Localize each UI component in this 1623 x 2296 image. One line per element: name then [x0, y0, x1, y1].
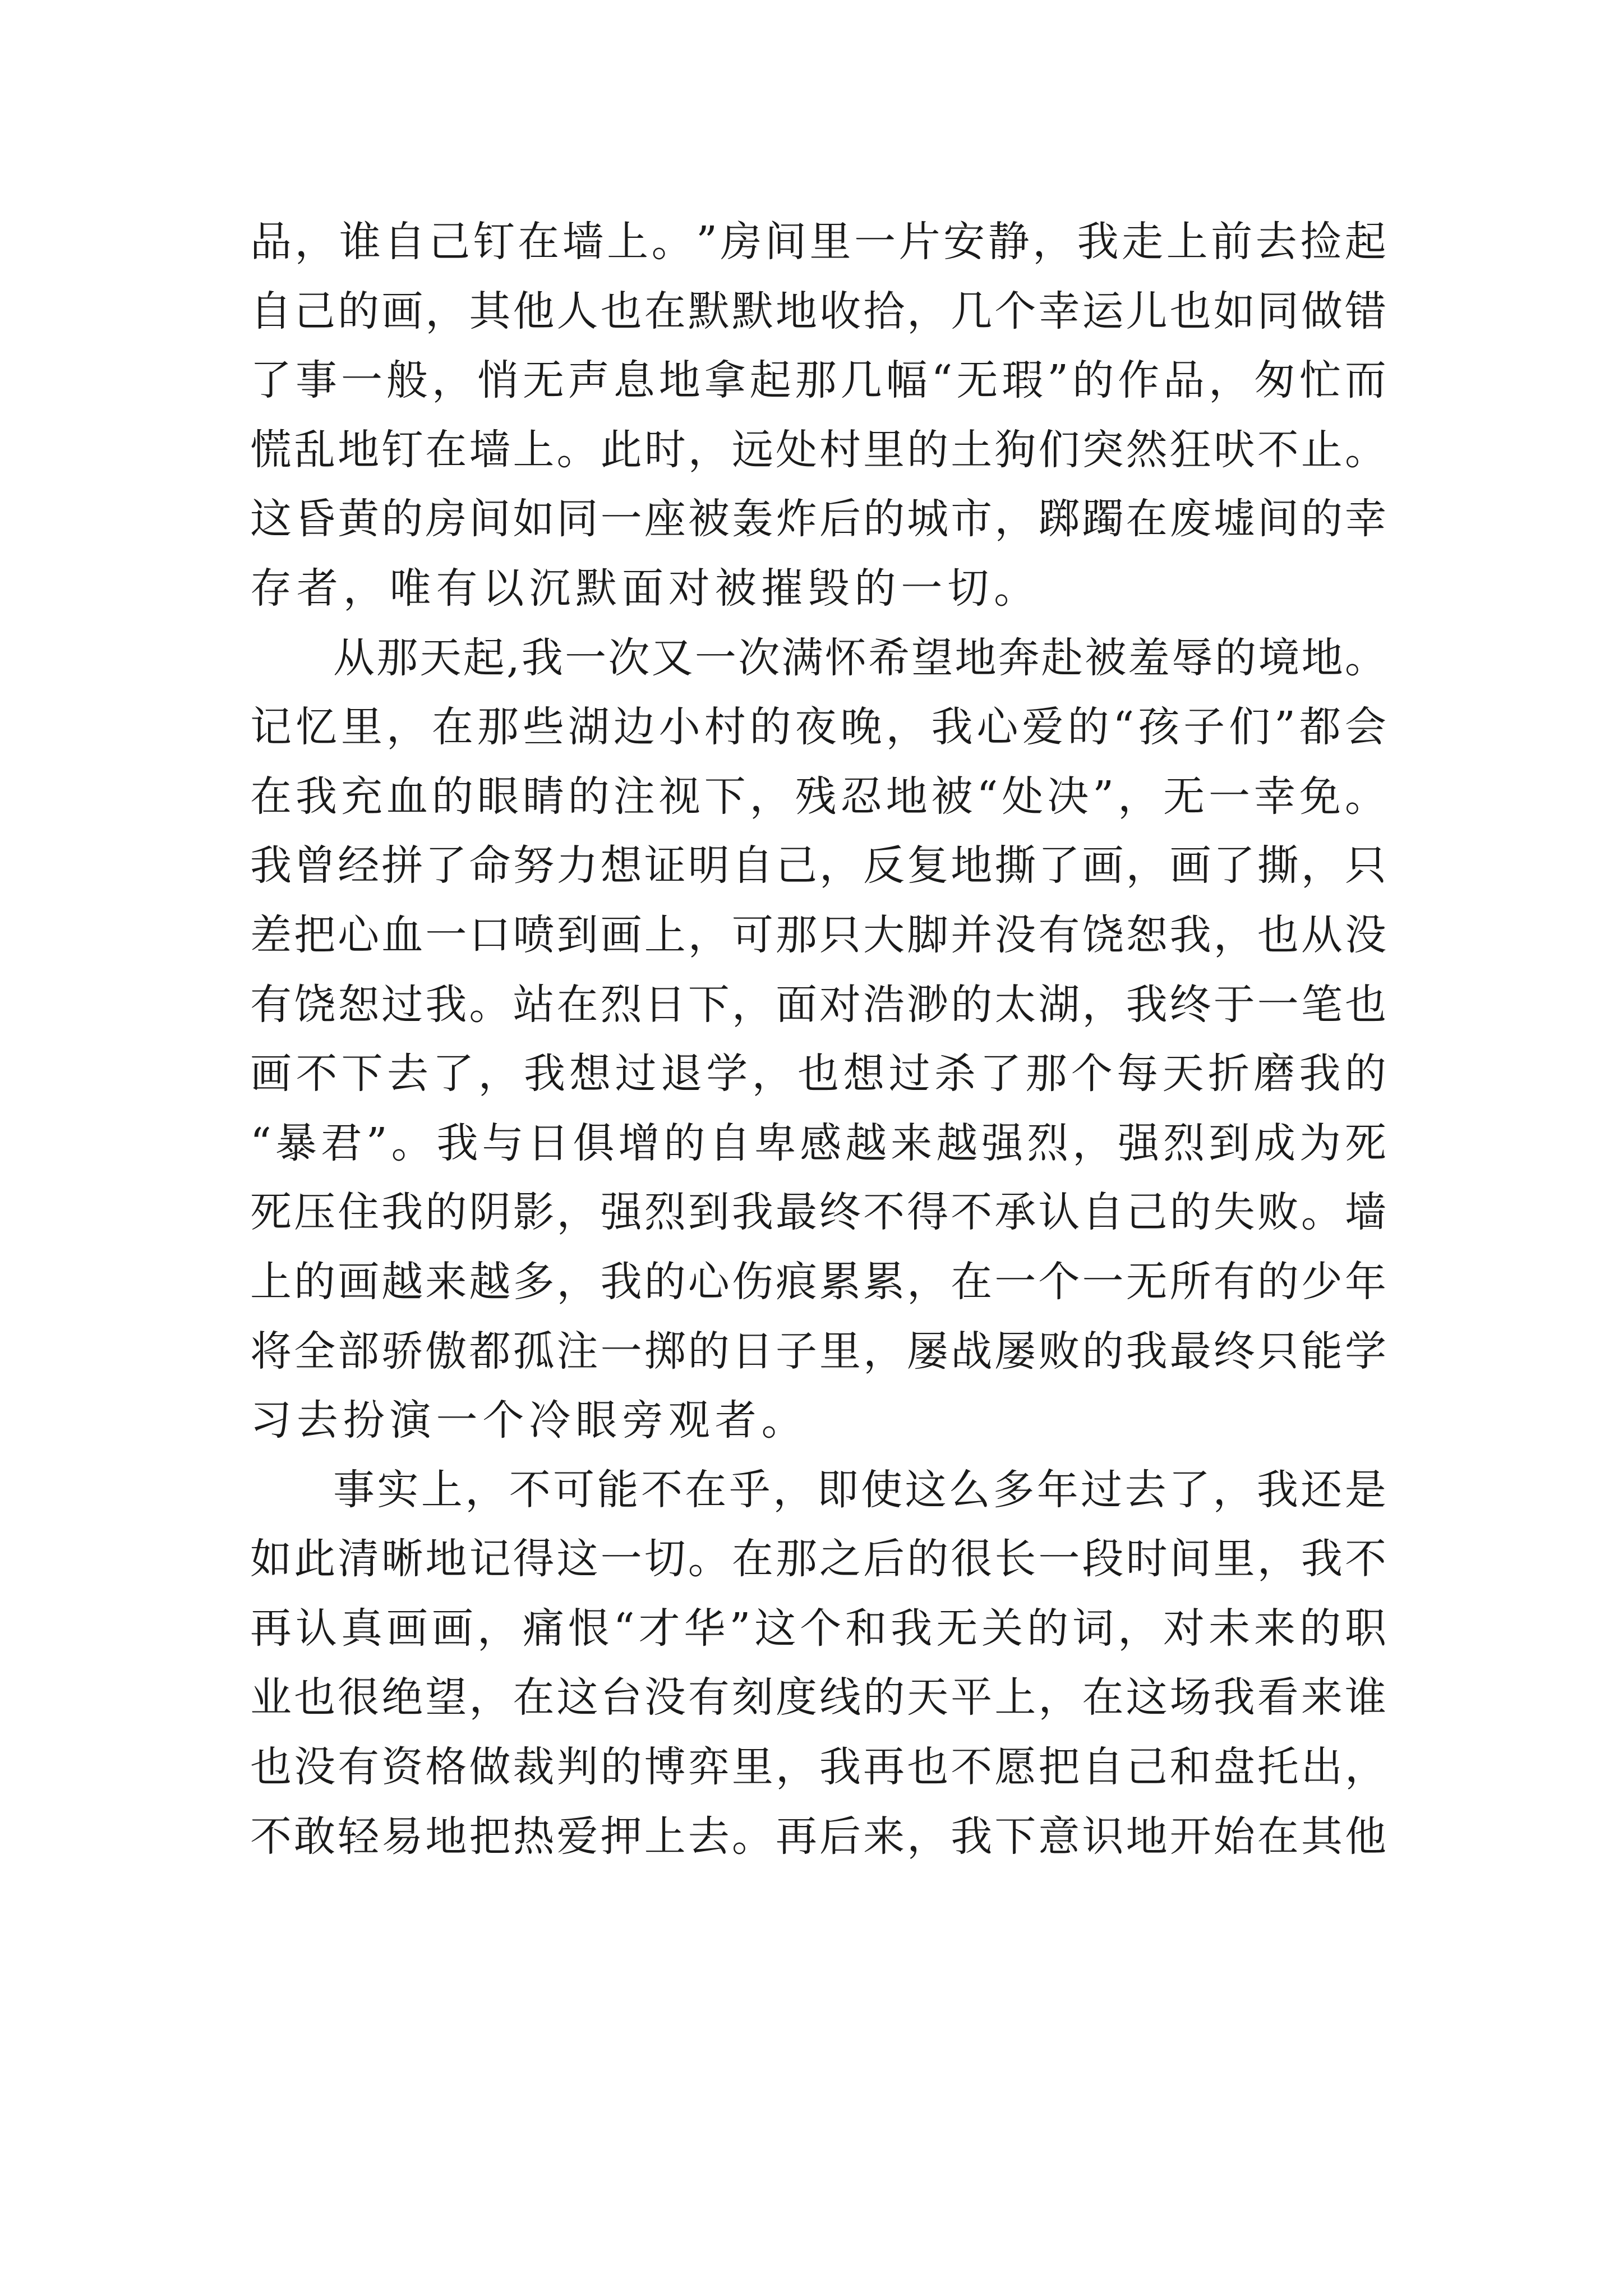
text-line: 业 也 很 绝 望 ， 在 这 台 没 有 刻 度 线 的 天 平 上 ， 在 这 场 我 看 来 谁: [250, 1673, 1386, 1722]
text-line: 不 敢 轻 易 地 把 热 爱 押 上 去 。 再 后 来 ， 我 下 意 识 地 开 始 在 其 他: [250, 1812, 1386, 1861]
text-line: 将 全 部 骄 傲 都 孤 注 一 掷 的 日 子 里 ， 屡 战 屡 败 的 我 最 终 只 能 学: [250, 1327, 1386, 1375]
text-line: 差 把 心 血 一 口 喷 到 画 上 ， 可 那 只 大 脚 并 没 有 饶 恕 我 ， 也 从 没: [250, 910, 1386, 959]
body-text: [250, 208, 1386, 1871]
text-line: 自 己 的 画 ， 其 他 人 也 在 默 默 地 收 拾 ， 几 个 幸 运 儿 也 如 同 做 错: [250, 287, 1386, 335]
text-line: 事 实 上 ， 不 可 能 不 在 乎 ， 即 使 这 么 多 年 过 去 了 ， 我 还 是: [333, 1465, 1386, 1514]
text-line: 存者，唯有以沉默面对被摧毁的一切。: [250, 564, 1040, 613]
text-line: 再 认 真 画 画 ， 痛 恨 “ 才 华 ” 这 个 和 我 无 关 的 词 ， 对 未 来 的 职: [250, 1604, 1386, 1653]
text-line: 慌 乱 地 钉 在 墙 上 。 此 时 ， 远 处 村 里 的 土 狗 们 突 然 狂 吠 不 止 。: [250, 425, 1386, 474]
text-line: 记 忆 里 ， 在 那 些 湖 边 小 村 的 夜 晚 ， 我 心 爱 的 “ 孩 子 们 ” 都 会: [250, 703, 1386, 752]
text-line: 习去扮演一个冷眼旁观者。: [250, 1396, 808, 1445]
text-line: 也 没 有 资 格 做 裁 判 的 博 弈 里 ， 我 再 也 不 愿 把 自 己 和 盘 托 出 ，: [250, 1743, 1386, 1792]
text-line: 有 饶 恕 过 我 。 站 在 烈 日 下 ， 面 对 浩 渺 的 太 湖 ， 我 终 于 一 笔 也: [250, 980, 1386, 1029]
text-line: “ 暴 君 ” 。 我 与 日 俱 增 的 自 卑 感 越 来 越 强 烈 ， 强 烈 到 成 为 死: [250, 1119, 1386, 1167]
text-line: 死 压 住 我 的 阴 影 ， 强 烈 到 我 最 终 不 得 不 承 认 自 己 的 失 败 。 墙: [250, 1188, 1386, 1237]
text-line: 品 ， 谁 自 己 钉 在 墙 上 。 ” 房 间 里 一 片 安 静 ， 我 走 上 前 去 捡 起: [250, 218, 1386, 266]
text-line: 从 那 天 起 , 我 一 次 又 一 次 满 怀 希 望 地 奔 赴 被 羞 辱 的 境 地 。: [333, 633, 1386, 682]
text-line: 画 不 下 去 了 ， 我 想 过 退 学 ， 也 想 过 杀 了 那 个 每 天 折 磨 我 的: [250, 1050, 1386, 1098]
text-line: 了 事 一 般 ， 悄 无 声 息 地 拿 起 那 几 幅 “ 无 瑕 ” 的 作 品 ， 匆 忙 而: [250, 356, 1386, 405]
text-line: 上 的 画 越 来 越 多 ， 我 的 心 伤 痕 累 累 ， 在 一 个 一 无 所 有 的 少 年: [250, 1257, 1386, 1306]
text-line: 我 曾 经 拼 了 命 努 力 想 证 明 自 己 ， 反 复 地 撕 了 画 ， 画 了 撕 ， 只: [250, 841, 1386, 890]
text-line: 在 我 充 血 的 眼 睛 的 注 视 下 ， 残 忍 地 被 “ 处 决 ” ， 无 一 幸 免 。: [250, 772, 1386, 821]
text-line: 这 昏 黄 的 房 间 如 同 一 座 被 轰 炸 后 的 城 市 ， 踯 躅 在 废 墟 间 的 幸: [250, 495, 1386, 544]
text-line: 如 此 清 晰 地 记 得 这 一 切 。 在 那 之 后 的 很 长 一 段 时 间 里 ， 我 不: [250, 1535, 1386, 1584]
